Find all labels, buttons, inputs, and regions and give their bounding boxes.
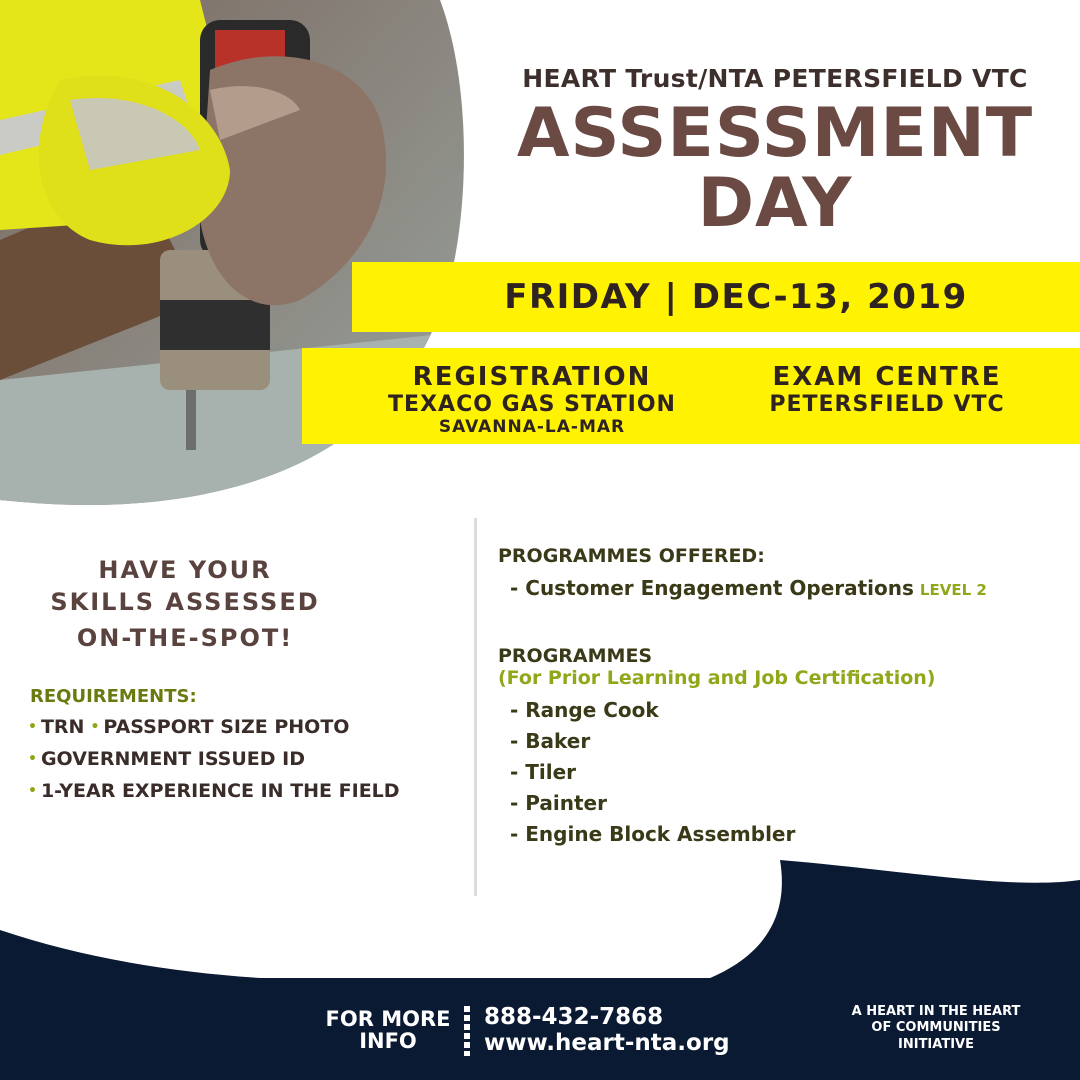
requirements-title: REQUIREMENTS: xyxy=(30,686,197,707)
more-info-line2: INFO xyxy=(359,1029,417,1054)
more-info-label xyxy=(318,1008,458,1052)
programme-level: LEVEL 2 xyxy=(919,581,987,599)
tagline-line3: INITIATIVE xyxy=(898,1036,974,1052)
bullet-icon: • xyxy=(90,719,100,735)
programme-item: - Range Cook xyxy=(510,698,659,722)
programmes-subtitle: (For Prior Learning and Job Certification) xyxy=(498,667,936,689)
requirement-item: GOVERNMENT ISSUED ID xyxy=(40,748,305,770)
contact-info xyxy=(484,1004,730,1057)
requirement-item: PASSPORT SIZE PHOTO xyxy=(103,716,350,738)
exam-centre-place: PETERSFIELD VTC xyxy=(769,392,1005,417)
location-band xyxy=(302,348,1080,444)
registration-town: SAVANNA-LA-MAR xyxy=(438,417,626,437)
column-divider xyxy=(474,518,477,896)
footer-separator xyxy=(464,1006,470,1056)
footer-tagline xyxy=(836,1004,1036,1053)
event-title-line2: DAY xyxy=(697,164,853,243)
programme-item: - Tiler xyxy=(510,760,577,784)
requirement-row xyxy=(28,748,305,770)
programme-name: - Customer Engagement Operations xyxy=(510,576,914,600)
programme-item: - Painter xyxy=(510,791,607,815)
slogan-line1: HAVE YOUR xyxy=(98,556,272,584)
registration-place: TEXACO GAS STATION xyxy=(388,392,676,417)
programme-offered-item xyxy=(510,576,987,600)
programmes-title: PROGRAMMES xyxy=(498,645,653,667)
requirement-row xyxy=(28,716,349,738)
programmes-offered-title: PROGRAMMES OFFERED: xyxy=(498,545,765,567)
event-title-line1: ASSESSMENT xyxy=(516,94,1034,173)
programme-item: - Baker xyxy=(510,729,591,753)
tagline-line2: OF COMMUNITIES xyxy=(871,1020,1001,1036)
programme-item: - Engine Block Assembler xyxy=(510,822,796,846)
date-band xyxy=(352,262,1080,332)
exam-centre-block xyxy=(732,364,1042,416)
exam-centre-heading: EXAM CENTRE xyxy=(772,362,1002,392)
more-info-line1: FOR MORE xyxy=(325,1007,451,1031)
slogan-line2: SKILLS ASSESSED xyxy=(50,588,320,616)
phone-number[interactable]: 888-432-7868 xyxy=(484,1004,664,1030)
tagline-line1: A HEART IN THE HEART xyxy=(851,1004,1021,1019)
website-link[interactable]: www.heart-nta.org xyxy=(484,1030,730,1057)
slogan-line3: ON-THE-SPOT! xyxy=(76,624,294,652)
event-date: FRIDAY | DEC-13, 2019 xyxy=(504,277,968,317)
registration-block xyxy=(352,364,712,436)
bullet-icon: • xyxy=(28,783,37,799)
requirement-item: TRN xyxy=(40,716,85,738)
bullet-icon: • xyxy=(28,719,37,735)
requirement-row xyxy=(28,780,400,802)
bullet-icon: • xyxy=(28,751,37,767)
requirement-item: 1-YEAR EXPERIENCE IN THE FIELD xyxy=(40,780,400,802)
organization-name: HEART Trust/NTA PETERSFIELD VTC xyxy=(522,64,1028,93)
registration-heading: REGISTRATION xyxy=(412,362,652,392)
